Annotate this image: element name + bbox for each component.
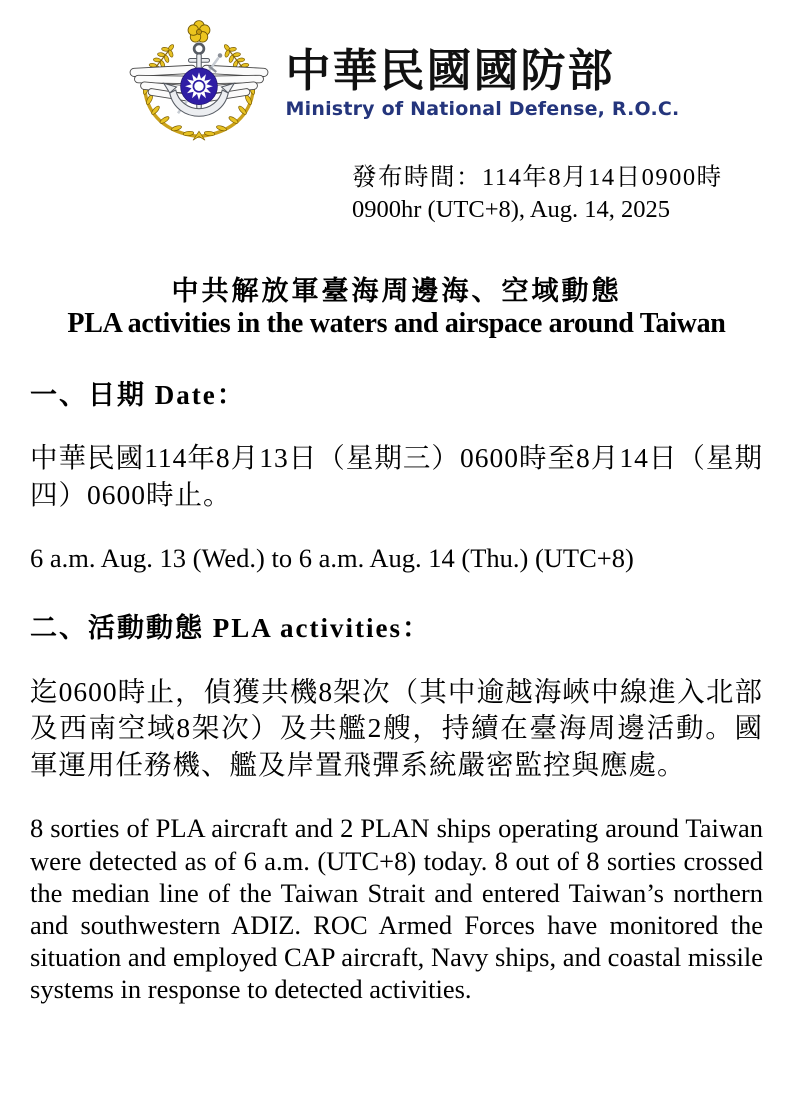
section-date — [30, 379, 763, 575]
document-title — [30, 275, 763, 341]
activities-paragraph-zh: 迄0600時止，偵獲共機8架次（其中逾越海峽中線進入北部及西南空域8架次）及共艦2艘，持續在臺海周邊活動。國軍運用任務機、艦及岸置飛彈系統嚴密監控與應處。 — [30, 675, 763, 780]
org-names — [286, 48, 680, 119]
section-date-heading: 一、日期 Date： — [30, 379, 246, 410]
release-time-zh: 發布時間：114年8月14日0900時 — [352, 164, 723, 191]
section-activities — [30, 612, 763, 1005]
document-title-zh: 中共解放軍臺海周邊海、空域動態 — [171, 275, 622, 306]
section-activities-heading: 二、活動動態 PLA activities： — [30, 613, 431, 644]
mnd-emblem-icon — [124, 20, 274, 148]
document-title-en: PLA activities in the waters and airspace around Taiwan — [67, 308, 726, 340]
org-name-en: Ministry of National Defense, R.O.C. — [285, 97, 680, 120]
date-paragraph-en: 6 a.m. Aug. 13 (Wed.) to 6 a.m. Aug. 14 (Thu.) (UTC+8) — [30, 543, 634, 574]
date-paragraph-zh: 中華民國114年8月13日（星期三）0600時至8月14日（星期四）0600時止。 — [30, 441, 763, 510]
release-time-block — [352, 162, 763, 227]
org-header — [40, 20, 763, 148]
release-time-en: 0900hr (UTC+8), Aug. 14, 2025 — [352, 196, 671, 224]
org-name-zh: 中華民國國防部 — [285, 46, 615, 97]
activities-paragraph-en: 8 sorties of PLA aircraft and 2 PLAN ships operating around Taiwan were detected as of 6 a.m. (UTC+8) today. 8 out of 8 sorties crossed the median line of the Taiwan Strait and entered Taiwan’s northern and southwestern ADIZ. ROC Armed Forces have monitored the situation and employed CAP aircraft, Navy ships, and coastal missile systems in response to detected activities. — [30, 813, 763, 1005]
